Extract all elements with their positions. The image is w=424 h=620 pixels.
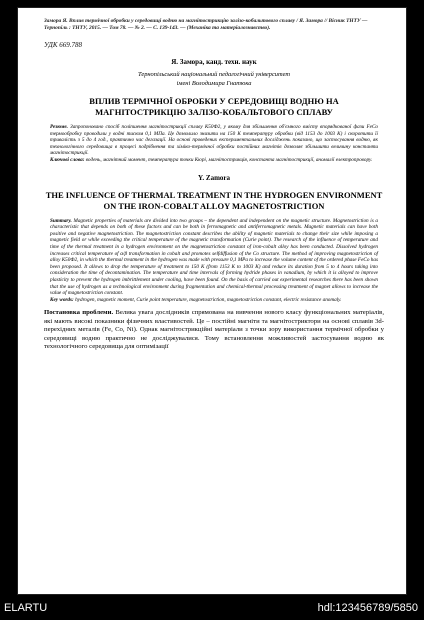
ua-affiliation-line-1: Тернопільський національний педагогічний університет: [138, 71, 290, 78]
body-section-label: Постановка проблеми.: [44, 309, 114, 317]
viewer-footer: [0, 594, 424, 620]
ua-keywords: [44, 157, 384, 164]
en-abstract-text: Magnetic properties of materials are divided into two groups – the dependent and independent on the magnetic structure. Magnetostriction is a characteristic that depends on both of these factors and can be both in ferromagnetic and antiferromagnetic metals. Magnetic materials can have both positive and negative magnetostriction. The magnetostriction constant describes the ability of magnetic materials to change their size while imposing a magnetic field or while exceeding the critical temperature of the magnetic transformation (Curie point). The research of the influence of temperature and time of the thermal treatment in a hydrogen environment on the magnetostriction constant of iron-cobalt alloy has been conducted. Dissolved hydrogen increases critical temperature of α/β transformation in cobalt and promotes selfdiffusion of the Co structure. The method of improving magnetostriction of alloy K50Ф2, in which the thermal treatment in the hydrogen was made with pressure 0,1 MPa to increase the volume content of the ordered phase FeCo has been proposed. It allows to drop the temperature of treatment to 150 K (from 1153 K to 1003 K) and reduce its duration from 5 to 4 hours taking into consideration the time of decontamination. The temperature and time intervals of forming hydride phases in vanadium, by which it is alloyed to improve plasticity to prevent the hydrogen imbrittlement under cooling, have been found. On the basis of carried out experimental researches there has been shown that the use of hydrogen as a technological environment during fragmentation and chemical-thermal processing treatment of magnet allows to increase the value of magnetostriction constant.: [50, 217, 378, 297]
ua-keywords-label: Ключові слова:: [50, 156, 85, 163]
en-abstract-label: Summary.: [50, 217, 72, 224]
citation: Замора Я. Вплив термічної обробки у середовищі водню на магнітострикцію залізо-кобальтового сплаву / Я. Замора // Вісник ТНТУ — Тернопіль : ТНТУ, 2015. — Том 78. — № 2. — С. 139-143. — (Механіка та матеріалознавство).: [44, 18, 368, 31]
body-text: Велика увага дослідників спрямована на вивчення нового класу функціональних матеріалів, які мають високі показники фізичних властивостей. Це – постійні магніти та магнітостриктори на основі сплавів 3d-перехідних металів (Fe, Co, Ni). Однак магнітострикційні матеріали з точки зору використання термічної обробки у середовищі водню практично не досліджувалися. Тому встановлення можливостей застосування водню як технологічного середовища для оптимізації: [44, 309, 385, 351]
ua-affiliation-line-2: імені Володимира Гнатюка: [176, 79, 252, 87]
en-keywords: [44, 297, 384, 304]
ua-keywords-text: водень, магнітний момент, температура точки Кюрі, магнітострикція, константа магнітострикції, аномалії електропровору.: [85, 156, 373, 163]
en-title: THE INFLUENCE OF THERMAL TREATMENT IN THE HYDROGEN ENVIRONMENT ON THE IRON-COBALT ALLOY MAGNETOSTRICTION: [45, 189, 383, 211]
en-keywords-label: Key words:: [50, 296, 74, 303]
footer-repository-name: ELARTU: [4, 602, 48, 614]
ua-abstract-text: Запропоновано спосіб поліпшення магнітострикції сплаву К50Ф2, у якому для збільшення об'ємного вмісту впорядкованої фази FeCo термообробку проводили у водні тиском 0,1 МПа. Це дозволило знизити на 150 К температуру обробки (від 1153 до 1003 К) і скоротити її тривалість з 5 до 4 год., практично час дегазації. На основі проведених експериментальних досліджень показано, що застосування водню, як технологічного середовища в процесі подрібнення та хіміко-термічної обробки постійних магнітів дозволяє збільшити величину константи магнітострикції.: [50, 124, 378, 157]
en-abstract: [44, 218, 384, 297]
en-author: Y. Zamora: [197, 173, 231, 182]
ua-author: Я. Замора, канд. техн. наук: [171, 58, 257, 66]
footer-handle-link[interactable]: hdl:123456789/5850: [317, 602, 418, 614]
body-paragraph: [44, 309, 384, 352]
ua-affiliation: [44, 71, 384, 88]
ua-abstract: [44, 124, 384, 157]
ua-abstract-label: Резюме.: [50, 124, 68, 130]
ua-title: ВПЛИВ ТЕРМІЧНОЇ ОБРОБКИ У СЕРЕДОВИЩІ ВОДНЮ НА МАГНІТОСТРИКЦІЮ ЗАЛІЗО-КОБАЛЬТОВОГО СПЛАВУ: [89, 96, 339, 117]
document-page: [18, 8, 406, 594]
en-keywords-text: hydrogen, magnetic moment, Curie point temperature, magnetostriction, magnetostriction constant, electric resistance anomaly.: [75, 296, 342, 303]
udk-code: УДК 669.788: [44, 41, 83, 49]
